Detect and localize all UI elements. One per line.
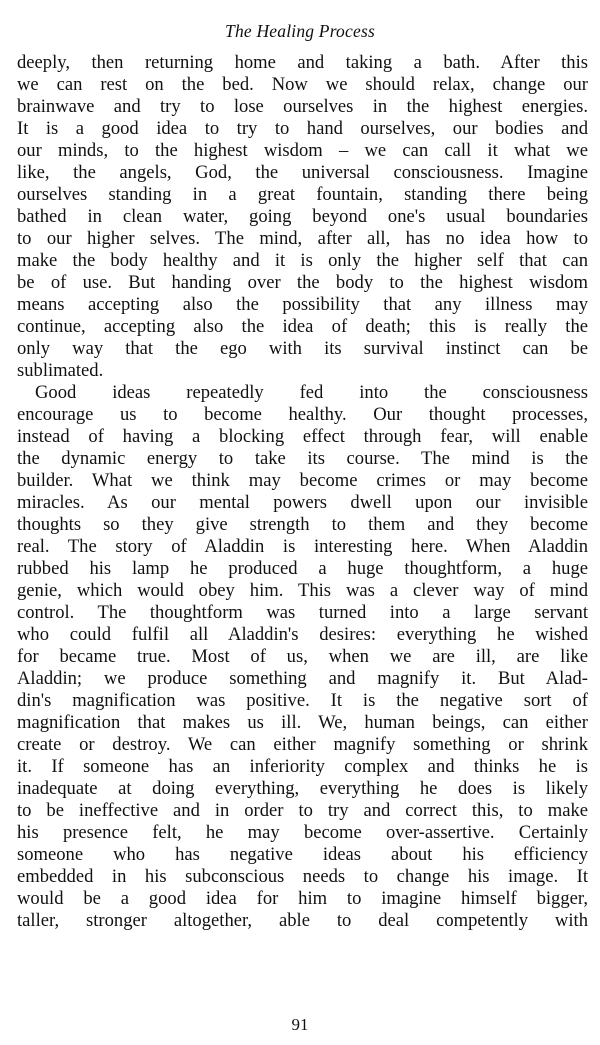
text-line: our minds, to the highest wisdom – we can call it what we (17, 140, 588, 161)
text-line: like, the angels, God, the universal consciousness. Imagine (17, 162, 588, 183)
body-text (17, 52, 588, 932)
text-line: thoughts so they give strength to them and they become (17, 514, 588, 535)
text-line: Aladdin; we produce something and magnify it. But Alad- (17, 668, 588, 689)
text-line: it. If someone has an inferiority complex and thinks he is (17, 756, 588, 777)
text-line: deeply, then returning home and taking a bath. After this (17, 52, 588, 73)
text-line: ourselves standing in a great fountain, standing there being (17, 184, 588, 205)
text-line: din's magnification was positive. It is the negative sort of (17, 690, 588, 711)
text-line: embedded in his subconscious needs to change his image. It (17, 866, 588, 887)
text-line: brainwave and try to lose ourselves in the highest energies. (17, 96, 588, 117)
text-line: create or destroy. We can either magnify something or shrink (17, 734, 588, 755)
text-line: who could fulfil all Aladdin's desires: everything he wished (17, 624, 588, 645)
text-line: inadequate at doing everything, everything he does is likely (17, 778, 588, 799)
text-line: only way that the ego with its survival instinct can be (17, 338, 588, 359)
text-line: for became true. Most of us, when we are ill, are like (17, 646, 588, 667)
text-line: builder. What we think may become crimes or may become (17, 470, 588, 491)
text-line: someone who has negative ideas about his efficiency (17, 844, 588, 865)
text-line: we can rest on the bed. Now we should relax, change our (17, 74, 588, 95)
paragraph (17, 52, 588, 382)
text-line: genie, which would obey him. This was a clever way of mind (17, 580, 588, 601)
text-line: Good ideas repeatedly fed into the consciousness (35, 382, 588, 403)
text-line: taller, stronger altogether, able to deal competently with (17, 910, 588, 931)
text-line: It is a good idea to try to hand ourselves, our bodies and (17, 118, 588, 139)
text-line: to be ineffective and in order to try and correct this, to make (17, 800, 588, 821)
text-line: be of use. But handing over the body to the highest wisdom (17, 272, 588, 293)
text-line: instead of having a blocking effect through fear, will enable (17, 426, 588, 447)
text-line: encourage us to become healthy. Our thought processes, (17, 404, 588, 425)
text-line: sublimated. (17, 360, 104, 381)
text-line: make the body healthy and it is only the higher self that can (17, 250, 588, 271)
text-line: the dynamic energy to take its course. The mind is the (17, 448, 588, 469)
text-line: real. The story of Aladdin is interesting here. When Aladdin (17, 536, 588, 557)
text-line: would be a good idea for him to imagine himself bigger, (17, 888, 588, 909)
paragraph (17, 382, 588, 932)
text-line: magnification that makes us ill. We, human beings, can either (17, 712, 588, 733)
text-line: rubbed his lamp he produced a huge thoughtform, a huge (17, 558, 588, 579)
text-line: control. The thoughtform was turned into a large servant (17, 602, 588, 623)
text-line: continue, accepting also the idea of death; this is really the (17, 316, 588, 337)
text-line: means accepting also the possibility that any illness may (17, 294, 588, 315)
text-line: bathed in clean water, going beyond one's usual boundaries (17, 206, 588, 227)
running-title: The Healing Process (225, 21, 375, 41)
text-line: miracles. As our mental powers dwell upon our invisible (17, 492, 588, 513)
text-line: his presence felt, he may become over-assertive. Certainly (17, 822, 588, 843)
text-line: to our higher selves. The mind, after all, has no idea how to (17, 228, 588, 249)
page-number: 91 (291, 1015, 309, 1034)
